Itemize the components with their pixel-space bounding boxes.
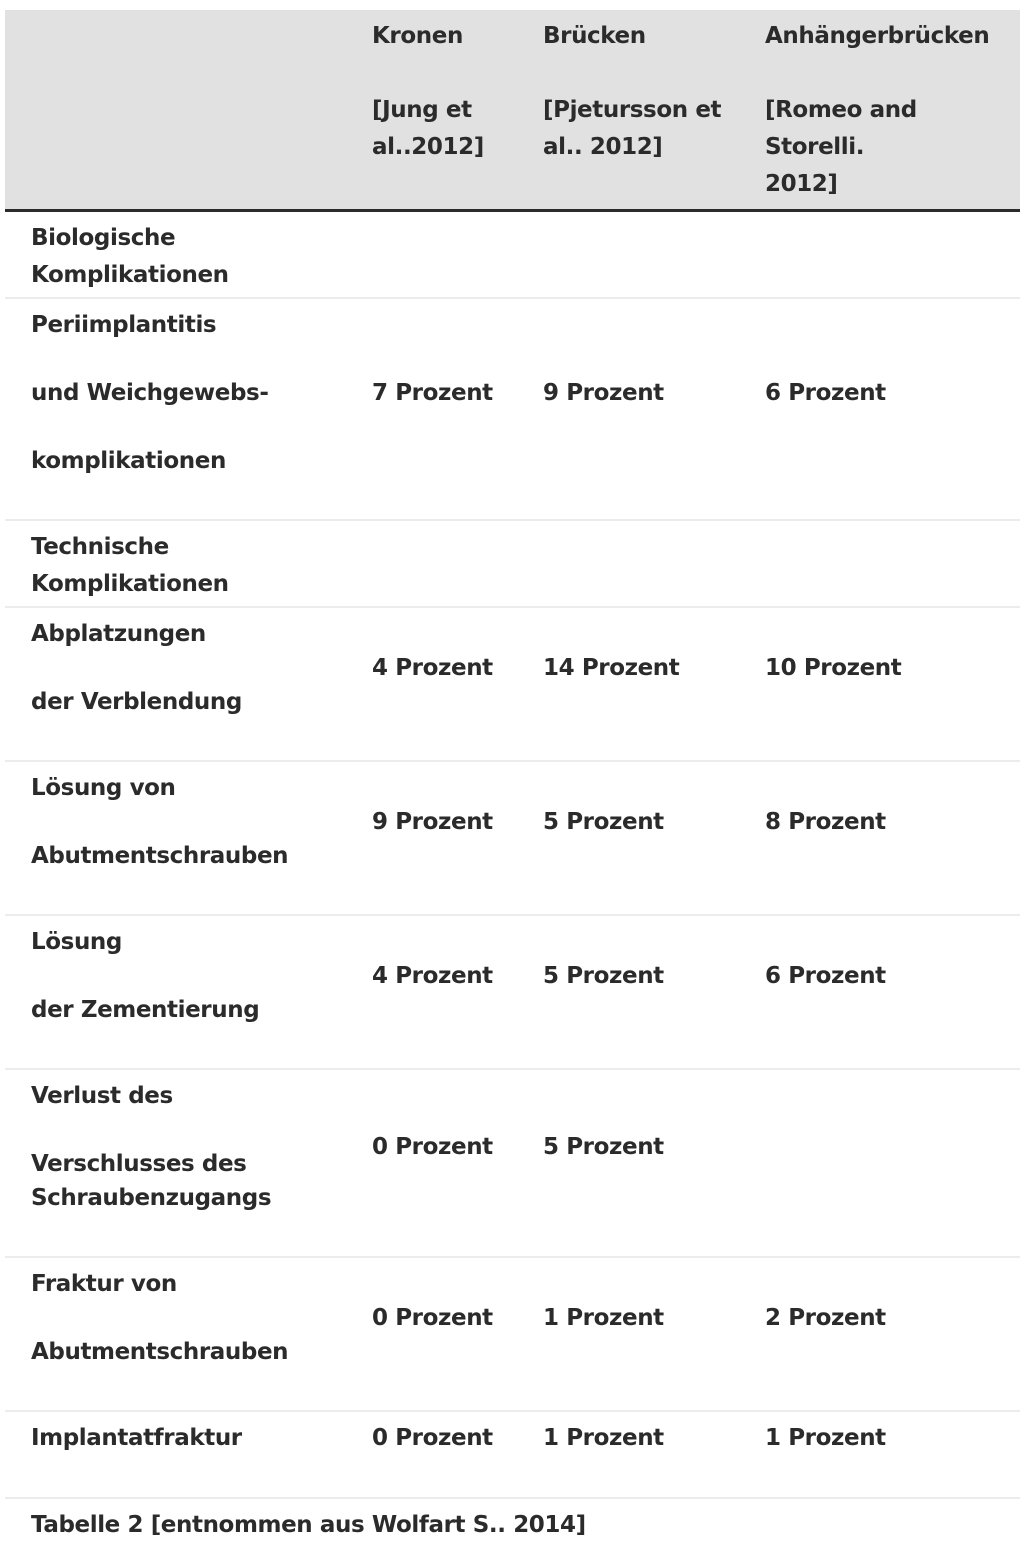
row-label-line: und Weichgewebs- <box>31 380 269 406</box>
cell-bruecken: 9 Prozent <box>543 380 664 406</box>
row-label-line: der Zementierung <box>31 997 260 1023</box>
row-label <box>31 770 361 906</box>
row-label-line: der Verblendung <box>31 689 242 715</box>
row-label <box>31 1078 361 1214</box>
table-row-loesung-zementierung <box>5 916 1020 1070</box>
cell-kronen: 9 Prozent <box>372 809 493 835</box>
header-kronen-ref-1: [Jung et <box>372 97 472 123</box>
header-anhaenger-ref-2: 2012] <box>765 171 838 197</box>
cell-kronen: 0 Prozent <box>372 1134 493 1160</box>
row-label <box>31 1266 361 1402</box>
complications-table <box>5 10 1020 1554</box>
header-kronen-ref-2: al..2012] <box>372 134 484 160</box>
header-anhaenger-ref-1: [Romeo and Storelli. <box>765 97 917 160</box>
cell-kronen: 0 Prozent <box>372 1425 493 1451</box>
row-label-line: komplikationen <box>31 448 226 474</box>
header-bruecken <box>543 18 753 166</box>
row-label-line: Schraubenzugangs <box>31 1185 272 1211</box>
header-kronen-name: Kronen <box>372 23 463 49</box>
cell-kronen: 4 Prozent <box>372 963 493 989</box>
table-header <box>5 10 1020 212</box>
row-label-line: Verlust des <box>31 1083 173 1109</box>
cell-bruecken: 1 Prozent <box>543 1305 664 1331</box>
header-kronen <box>372 18 532 166</box>
header-bruecken-name: Brücken <box>543 23 646 49</box>
table-caption-row <box>5 1499 1020 1554</box>
cell-anhaenger: 10 Prozent <box>765 655 902 681</box>
header-anhaenger <box>765 18 1015 203</box>
row-label-line: Abutmentschrauben <box>31 1339 289 1365</box>
cell-kronen: 4 Prozent <box>372 655 493 681</box>
table-row-fraktur-abutment <box>5 1258 1020 1412</box>
cell-bruecken: 1 Prozent <box>543 1425 664 1451</box>
header-anhaenger-name: Anhängerbrücken <box>765 23 990 49</box>
row-label-line: Abplatzungen <box>31 621 206 647</box>
row-label <box>31 924 361 1060</box>
table-row-implantatfraktur <box>5 1412 1020 1499</box>
cell-anhaenger: 1 Prozent <box>765 1425 886 1451</box>
section-technisch <box>5 521 1020 608</box>
cell-anhaenger: 8 Prozent <box>765 809 886 835</box>
table-row-periimplantitis <box>5 299 1020 521</box>
section-biologisch-label: Biologische Komplikationen <box>31 225 229 288</box>
section-technisch-label: Technische Komplikationen <box>31 534 229 597</box>
cell-bruecken: 5 Prozent <box>543 963 664 989</box>
header-bruecken-ref-1: [Pjetursson et <box>543 97 722 123</box>
row-label <box>31 307 361 511</box>
cell-bruecken: 5 Prozent <box>543 1134 664 1160</box>
section-biologisch <box>5 212 1020 299</box>
row-label-line: Lösung von <box>31 775 176 801</box>
cell-anhaenger: 6 Prozent <box>765 963 886 989</box>
row-label <box>31 616 361 752</box>
table-row-loesung-abutment <box>5 762 1020 916</box>
row-label-line: Fraktur von <box>31 1271 177 1297</box>
table-caption: Tabelle 2 [entnommen aus Wolfart S.. 2014] <box>31 1512 586 1538</box>
cell-bruecken: 14 Prozent <box>543 655 680 681</box>
cell-kronen: 7 Prozent <box>372 380 493 406</box>
row-label: Implantatfraktur <box>31 1425 242 1451</box>
cell-anhaenger: 2 Prozent <box>765 1305 886 1331</box>
cell-kronen: 0 Prozent <box>372 1305 493 1331</box>
row-label-line: Verschlusses des <box>31 1151 247 1177</box>
row-label-line: Lösung <box>31 929 122 955</box>
cell-anhaenger: 6 Prozent <box>765 380 886 406</box>
row-label-line: Periimplantitis <box>31 312 217 338</box>
table-row-abplatzungen <box>5 608 1020 762</box>
cell-bruecken: 5 Prozent <box>543 809 664 835</box>
header-bruecken-ref-2: al.. 2012] <box>543 134 663 160</box>
table-row-verlust-verschluss <box>5 1070 1020 1258</box>
row-label-line: Abutmentschrauben <box>31 843 289 869</box>
